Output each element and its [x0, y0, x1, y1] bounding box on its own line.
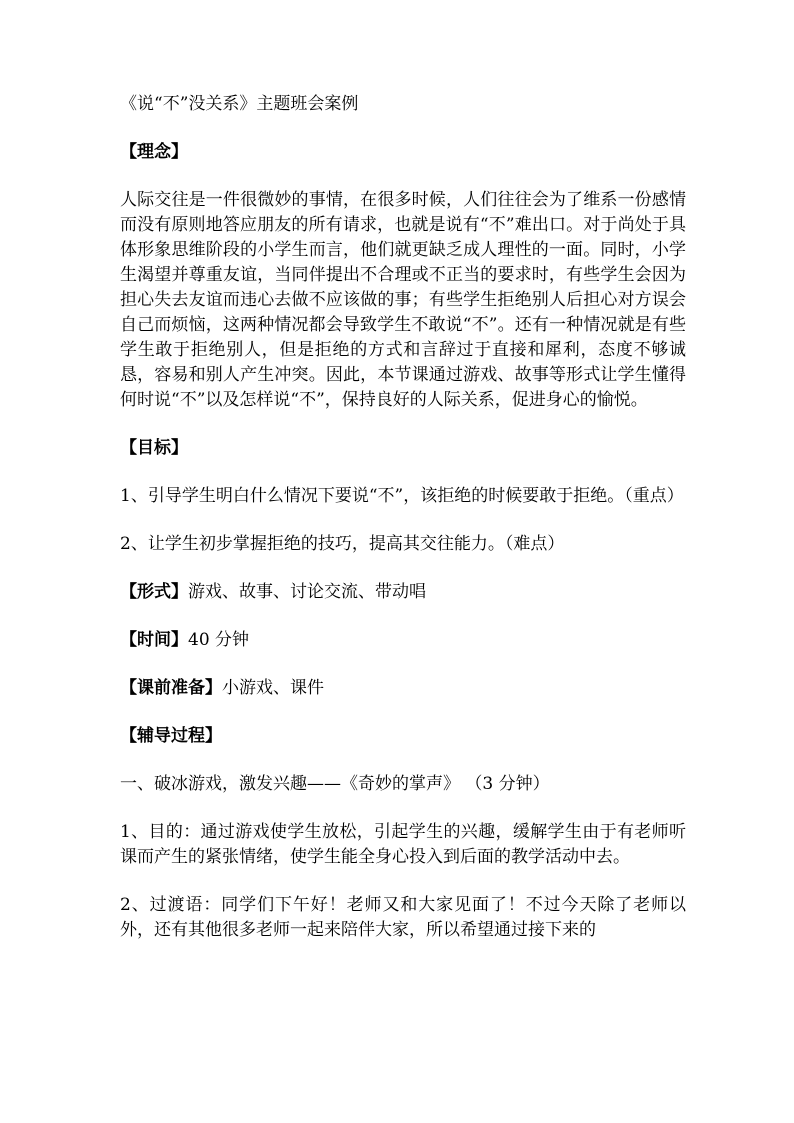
goal-item-1: 1、引导学生明白什么情况下要说“不”，该拒绝的时候要敢于拒绝。（重点）	[120, 486, 684, 506]
document-title: 《说“不”没关系》主题班会案例	[120, 94, 359, 114]
form-text: 游戏、故事、讨论交流、带动唱	[188, 582, 426, 602]
goal-item-2: 2、让学生初步掌握拒绝的技巧，提高其交往能力。（难点）	[120, 534, 565, 554]
form-line	[120, 580, 686, 605]
prep-heading: 【课前准备】	[120, 678, 222, 698]
process-heading: 【辅导过程】	[120, 726, 222, 746]
time-line	[120, 628, 686, 653]
time-heading: 【时间】	[120, 630, 188, 650]
process-item-1: 1、目的：通过游戏使学生放松，引起学生的兴趣，缓解学生由于有老师听课而产生的紧张情绪，使学生能全身心投入到后面的教学活动中去。	[120, 822, 686, 867]
concept-heading: 【理念】	[120, 142, 188, 162]
concept-paragraph: 人际交往是一件很微妙的事情，在很多时候，人们往往会为了维系一份感情而没有原则地答应朋友的所有请求，也就是说有“不”难出口。对于尚处于具体形象思维阶段的小学生而言，他们就更缺乏成人理性的一面。同时，小学生渴望并尊重友谊，当同伴提出不合理或不正当的要求时，有些学生会因为担心失去友谊而违心去做不应该做的事；有些学生拒绝别人后担心对方误会自己而烦恼，这两种情况都会导致学生不敢说“不”。还有一种情况就是有些学生敢于拒绝别人，但是拒绝的方式和言辞过于直接和犀利，态度不够诚恳，容易和别人产生冲突。因此，本节课通过游戏、故事等形式让学生懂得何时说“不”以及怎样说“不”，保持良好的人际关系，促进身心的愉悦。	[120, 190, 686, 410]
document-page	[120, 92, 686, 966]
prep-text: 小游戏、课件	[222, 678, 324, 698]
time-text: 40 分钟	[188, 630, 250, 650]
goal-heading: 【目标】	[120, 438, 188, 458]
section-1-heading: 一、破冰游戏，激发兴趣——《奇妙的掌声》 （3 分钟）	[120, 774, 550, 794]
process-item-2: 2、过渡语：同学们下午好！老师又和大家见面了！不过今天除了老师以外，还有其他很多老师一起来陪伴大家，所以希望通过接下来的	[120, 895, 686, 940]
form-heading: 【形式】	[120, 582, 188, 602]
prep-line	[120, 676, 686, 701]
